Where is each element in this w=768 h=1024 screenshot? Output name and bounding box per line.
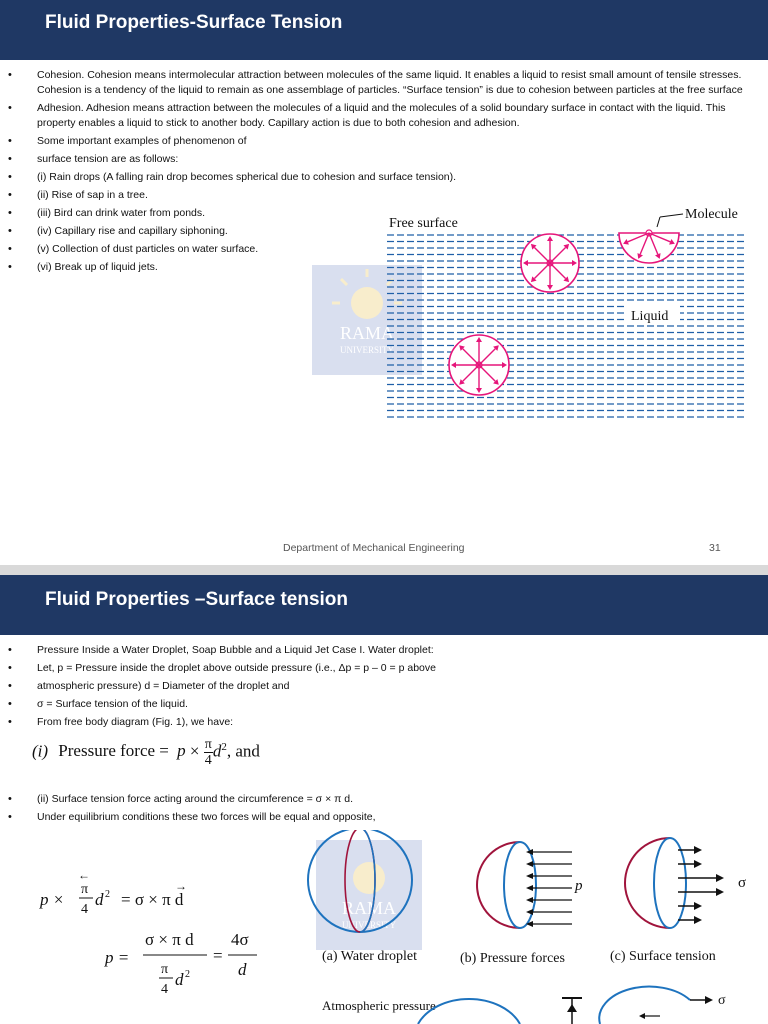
bullet-adhesion: • Adhesion. Adhesion means attraction between the molecules of a liquid and the molecules of a solid boundary surface in contact with the liquid. This property enables a liquid to stick to another body. Capillary action is due to both cohesion and adhesion. [0,101,760,131]
list-item: • Let, p = Pressure inside the droplet above outside pressure (i.e., Δp = p – 0 = p above [0,661,760,676]
surface-tension-diagram [625,838,746,928]
svg-text:4: 4 [81,902,88,917]
svg-text:d: d [175,970,184,989]
formula-text: Pressure force = [58,741,169,761]
svg-text:π: π [161,962,169,977]
svg-text:2: 2 [105,889,110,900]
svg-text:RAMA: RAMA [339,323,395,343]
list-item: • Some important examples of phenomenon of [0,134,760,149]
svg-text:←: ← [78,868,90,882]
formula-exponent: 2 [221,740,227,753]
list-item: • (i) Rain drops (A falling rain drop becomes spherical due to cohesion and surface tension). [0,170,760,185]
eq1-lhs: p × [40,890,65,909]
caption-water-droplet: (a) Water droplet [322,949,418,964]
title-bar [0,0,768,60]
svg-text:π: π [81,882,89,897]
svg-text:4: 4 [161,982,168,997]
formula-pi: π [204,737,212,752]
sigma-label: σ [738,875,747,891]
list-item: • Under equilibrium conditions these two forces will be equal and opposite, [0,810,760,825]
formula-times: × [189,741,200,761]
list-item: • surface tension are as follows: [0,152,760,167]
caption-surface-tension: (c) Surface tension [610,949,716,964]
pressure-label: p [575,878,583,894]
pressure-force-formula [32,737,260,777]
page-number: 31 [709,542,721,554]
eq2-numerator-2: 4σ [231,930,249,949]
formula-suffix: , and [226,741,260,761]
list-item: • Pressure Inside a Water Droplet, Soap Bubble and a Liquid Jet Case I. Water droplet: [0,643,760,658]
svg-text:UNIVERSITY: UNIVERSITY [342,920,396,930]
list-item: • σ = Surface tension of the liquid. [0,697,760,712]
free-surface-label: Free surface [389,216,458,231]
list-item: • (iii) Bird can drink water from ponds. [0,206,760,221]
footer-department: Department of Mechanical Engineering [283,542,465,554]
equilibrium-equations [35,865,295,1005]
atmospheric-pressure-label: Atmospheric pressure [322,998,436,1013]
caption-pressure-forces: (b) Pressure forces [460,951,565,966]
list-item: • atmospheric pressure) d = Diameter of the droplet and [0,679,760,694]
slide-title: Fluid Properties –Surface tension [45,589,349,610]
droplet-figures [300,830,760,1024]
sigma-label-2: σ [718,993,726,1008]
eq2-equals: = [213,946,223,965]
formula-p: p [177,741,186,761]
svg-text:→: → [175,879,187,893]
list-item: • (iv) Capillary rise and capillary siphoning. [0,224,760,239]
molecule-label: Molecule [685,207,738,222]
liquid-label: Liquid [631,309,669,324]
bullet-list-2 [0,792,760,828]
title-bar [0,575,768,635]
molecule-circle [619,230,679,263]
cohesion-figure [385,205,747,427]
list-item: • (ii) Rise of sap in a tree. [0,188,760,203]
pressure-forces-diagram [477,842,583,928]
eq2-denominator-2: d [238,960,247,979]
eq2-numerator: σ × π d [145,930,194,949]
bullet-list [0,643,760,733]
molecule-circle [449,335,509,395]
bullet-cohesion: • Cohesion. Cohesion means intermolecular attraction between molecules of the same liquid. It enables a liquid to resist small amount of tensile stresses. Cohesion is a tendency of the liquid to remain as one assemblage of particles. “Surface tension” is due to cohesion between particles at the free surface [0,68,760,98]
eq2-lhs: p = [105,948,130,967]
slide-separator [0,565,768,575]
formula-prefix: (i) [32,741,49,761]
svg-text:d: d [95,890,104,909]
list-item: • (vi) Break up of liquid jets. [0,260,760,275]
svg-text:RAMA: RAMA [341,898,397,918]
slide-32 [0,575,768,1024]
formula-d: d [212,741,222,761]
formula-four: 4 [204,753,212,768]
list-item: • (v) Collection of dust particles on water surface. [0,242,760,257]
soap-bubble-diagram [322,987,726,1024]
list-item: • From free body diagram (Fig. 1), we have: [0,715,760,730]
svg-text:UNIVERSITY: UNIVERSITY [340,345,394,355]
water-droplet-diagram [308,830,412,932]
molecule-circle [521,234,579,292]
list-item: • (ii) Surface tension force acting around the circumference = σ × π d. [0,792,760,807]
svg-text:2: 2 [185,969,190,980]
slide-title: Fluid Properties-Surface Tension [45,12,343,33]
eq1-rhs: = σ × π d [121,890,184,909]
